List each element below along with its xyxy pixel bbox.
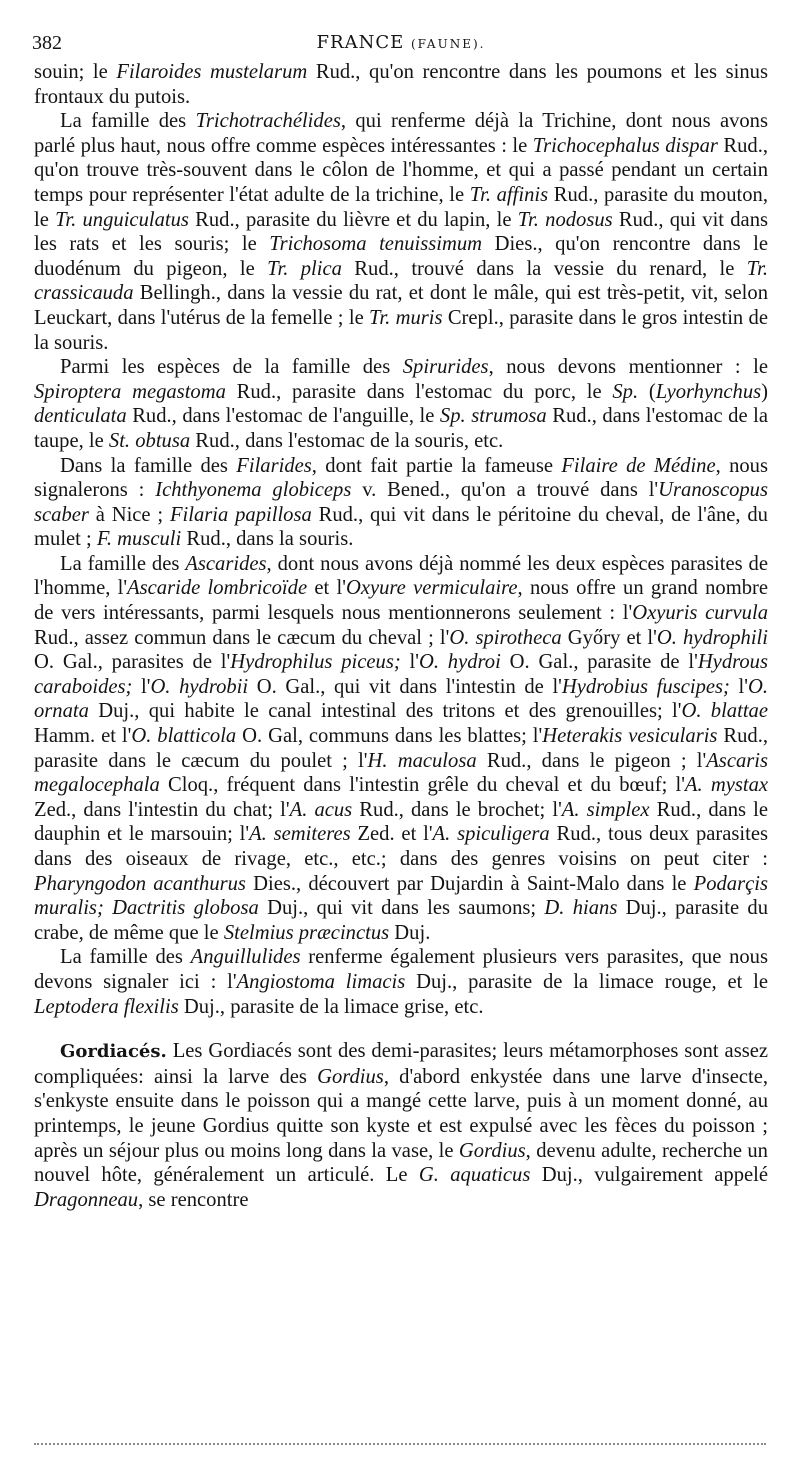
running-title — [32, 28, 770, 59]
text-run: Rud., dans l'estomac de l'anguille, le — [126, 405, 440, 428]
species-name: Tr. crassicauda — [34, 257, 768, 305]
species-name: G. aquaticus — [418, 1164, 531, 1187]
text-run: O. Gal., qui vit dans l'intestin de l' — [248, 675, 562, 698]
page-header — [32, 28, 770, 58]
text-run: Rud., parasite du mouton, le — [34, 183, 768, 231]
footer-dotted-rule — [34, 1443, 766, 1445]
text-run: , d'abord enkystée dans une larve d'insecte, s'enkyste ensuite dans le poisson qui a mangé cette larve, puis à un moment donné, au printemps, le jeune Gordius quitte son kyste et est expulsé avec les fèces du poisson ; après un séjour plus ou moins long dans la vase, le — [34, 1065, 768, 1162]
paragraph — [34, 109, 768, 355]
text-run: Cloq., fréquent dans l'intestin grêle du cheval et du bœuf; l' — [159, 774, 685, 797]
species-name: F. musculi — [96, 528, 182, 551]
species-name: Gordius — [458, 1139, 526, 1162]
species-name: Spirurides — [402, 356, 489, 379]
text-run: Rud., qui vit dans les rats et les souris; le — [34, 208, 769, 256]
text-run: Rud., trouvé dans la vessie du renard, le — [341, 257, 747, 280]
species-name: Filarides — [236, 454, 312, 477]
species-name: A. simplex — [561, 798, 650, 821]
species-name: Oxyure vermiculaire — [345, 577, 518, 600]
species-name: Oxyuris curvula — [632, 602, 768, 625]
paragraph — [34, 355, 768, 453]
species-name: St. obtusa — [108, 429, 191, 452]
paragraph — [34, 552, 768, 946]
text-run: l' — [132, 675, 151, 698]
text-run: O. Gal., parasites de l' — [34, 651, 231, 674]
text-run: Dies., découvert par Dujardin à Saint-Malo dans le — [245, 872, 694, 895]
text-run: l' — [400, 651, 419, 674]
species-name: O. ornata — [34, 675, 768, 723]
species-name: A. semiteres — [249, 823, 351, 846]
text-run: , se rencontre — [138, 1188, 249, 1211]
page-number: 382 — [32, 32, 62, 54]
text-run: Rud., qu'on trouve très-souvent dans le côlon de l'homme, et qui a passé pendant un certain temps pour représenter l'état adulte de la trichine, le — [34, 134, 768, 206]
text-run: Rud., parasite dans le cæcum du poulet ; l' — [34, 725, 769, 772]
section-paragraph — [34, 1039, 768, 1212]
species-name: denticulata — [34, 405, 127, 428]
text-run: , nous devons mentionner : le — [488, 356, 768, 379]
text-run: Les Gordiacés sont des demi-parasites; leurs métamorphoses sont assez compliquées: ainsi la larve des — [34, 1040, 768, 1088]
text-run: Rud., dans le dauphin et le marsouin; l' — [34, 798, 769, 846]
species-name: Anguillulides — [190, 946, 301, 969]
species-name: Ascaride lombricoïde — [127, 577, 308, 600]
species-name: Spiroptera megastoma — [34, 380, 226, 403]
text-run: Rud., dans la souris. — [181, 528, 354, 551]
text-run: ( — [638, 380, 656, 403]
species-name: Trichotrachélides — [195, 110, 341, 133]
species-name: O. hydrophili — [656, 626, 768, 649]
text-run: , dont nous avons déjà nommé les deux espèces parasites de l'homme, l' — [34, 552, 768, 600]
text-run: Rud., tous deux parasites dans des oiseaux de rivage, etc., etc.; dans des genres voisins on peut citer : — [34, 823, 768, 870]
section-heading: Gordiacés. — [60, 1041, 167, 1063]
text-run: et l' — [307, 577, 346, 600]
text-run: La famille des — [60, 110, 196, 133]
running-title-subtitle: (FAUNE). — [410, 37, 486, 51]
text-run: Parmi les espèces de la famille des — [60, 356, 403, 379]
species-name: Uranoscopus scaber — [34, 479, 768, 526]
species-name: A. spiculigera — [432, 823, 550, 846]
species-name: O. spirotheca — [449, 626, 562, 649]
text-run: , qui renferme déjà la Trichine, dont nous avons parlé plus haut, nous offre comme espèces intéressantes : le — [34, 110, 768, 157]
text-run: v. Bened., qu'on a trouvé dans l' — [351, 479, 659, 502]
species-name: Sp. strumosa — [439, 405, 547, 428]
text-run: Duj., qui vit dans les saumons; — [258, 897, 545, 920]
species-name: Ichthyonema globiceps — [155, 479, 352, 502]
species-name: Hydrous caraboides; — [34, 651, 768, 698]
text-run: La famille des — [60, 552, 186, 575]
species-name: Tr. plica — [267, 257, 342, 280]
text-run: à Nice ; — [88, 503, 170, 526]
species-name: O. hydrobii — [150, 675, 249, 698]
species-name: Ascarides — [185, 552, 267, 575]
text-run: Duj., parasite de la limace grise, etc. — [178, 995, 484, 1018]
species-name: Tr. affinis — [469, 183, 549, 206]
text-run: Rud., qu'on rencontre dans les poumons et les sinus frontaux du putois. — [34, 61, 768, 108]
species-name: Gordius — [317, 1065, 384, 1088]
paragraph — [34, 945, 768, 1019]
text-run: O. Gal., parasite de l' — [500, 651, 698, 674]
species-name: H. maculosa — [367, 749, 477, 772]
species-name: Hydrophilus piceus; — [230, 651, 401, 674]
text-run: Duj. — [389, 921, 431, 944]
species-name: Trichosoma tenuissimum — [269, 233, 483, 256]
text-run: Duj., parasite de la limace rouge, et le — [405, 970, 768, 993]
species-name: Trichocephalus dispar — [532, 134, 718, 157]
species-name: Leptodera flexilis — [34, 995, 179, 1018]
species-name: Pharyngodon acanthurus — [34, 872, 246, 895]
text-run: l' — [729, 675, 748, 698]
species-name: Filaroides mustelarum — [116, 61, 308, 83]
page-body — [34, 60, 768, 1212]
species-name: Heterakis vesicularis — [542, 725, 718, 748]
running-title-main: FRANCE — [316, 32, 405, 53]
text-run: ) — [761, 380, 768, 403]
text-run: Hamm. et l' — [34, 725, 132, 748]
text-run: Dies., qu'on rencontre dans le duodénum du pigeon, le — [34, 233, 768, 280]
species-name: Angiostoma limacis — [236, 970, 406, 993]
text-run: Duj., vulgairement appelé — [530, 1164, 768, 1187]
text-run: Zed., dans l'intestin du chat; l' — [34, 798, 290, 821]
species-name: Dragonneau — [34, 1188, 139, 1211]
text-run: Dans la famille des — [60, 454, 237, 477]
species-name: Hydrobius fuscipes; — [561, 675, 730, 698]
text-run: Rud., dans l'estomac de la souris, etc. — [190, 429, 504, 452]
text-run: Rud., dans le brochet; l' — [352, 798, 562, 821]
text-run: Rud., parasite dans l'estomac du porc, le — [225, 380, 613, 403]
text-run: La famille des — [60, 946, 191, 969]
species-name: Lyorhynchus — [655, 380, 762, 403]
species-name: O. blattae — [681, 700, 768, 723]
species-name: Ascaris megalocephala — [34, 749, 768, 797]
text-run: Duj., qui habite le canal intestinal des tritons et des grenouilles; l' — [88, 700, 682, 723]
text-run: Bellingh., dans la vessie du rat, et dont le mâle, qui est très-petit, vit, selon Leuckart, dans l'utérus de la femelle ; le — [34, 282, 768, 329]
species-name: D. hians — [544, 897, 618, 920]
species-name: O. hydroi — [418, 651, 501, 674]
paragraph — [34, 60, 768, 109]
text-run: Rud., qui vit dans le péritoine du cheval, de l'âne, du mulet ; — [34, 503, 768, 551]
text-run: , nous offre un grand nombre de vers intéressants, parmi lesquels nous mentionnerons seulement : l' — [34, 577, 769, 625]
species-name: Tr. muris — [369, 306, 443, 329]
species-name: O. blatticola — [131, 725, 237, 748]
text-run: , dont fait partie la fameuse — [311, 454, 562, 477]
species-name: Stelmius præcinctus — [223, 921, 390, 944]
species-name: Filaria papillosa — [169, 503, 312, 526]
species-name: A. mystax — [684, 774, 769, 797]
species-name: Sp. — [612, 380, 639, 403]
species-name: Tr. nodosus — [517, 208, 613, 231]
species-name: A. acus — [289, 798, 353, 821]
text-run: renferme également plusieurs vers parasites, que nous devons signaler ici : l' — [34, 946, 768, 993]
text-run: Zed. et l' — [350, 823, 433, 846]
paragraph — [34, 454, 768, 552]
text-run: Győry et l' — [561, 626, 657, 649]
species-name: Tr. unguiculatus — [55, 208, 189, 231]
text-run: Crepl., parasite dans le gros intestin de la souris. — [34, 306, 768, 354]
text-run: , devenu adulte, recherche un nouvel hôte, généralement un articulé. Le — [34, 1139, 768, 1187]
text-run: Rud., assez commun dans le cæcum du cheval ; l' — [34, 626, 450, 649]
text-run: Rud., dans l'estomac de la taupe, le — [34, 405, 768, 452]
text-run: Rud., parasite du lièvre et du lapin, le — [188, 208, 518, 231]
text-run: Duj., parasite du crabe, de même que le — [34, 897, 768, 944]
text-run: souin; le — [34, 61, 117, 83]
species-name: Filaire de Médine — [561, 454, 716, 477]
species-name: Podarçis muralis; Dactritis globosa — [34, 872, 768, 920]
text-run: O. Gal, communs dans les blattes; l' — [236, 725, 543, 748]
text-run: Rud., dans le pigeon ; l' — [476, 749, 707, 772]
text-run: , nous signalerons : — [34, 454, 768, 502]
